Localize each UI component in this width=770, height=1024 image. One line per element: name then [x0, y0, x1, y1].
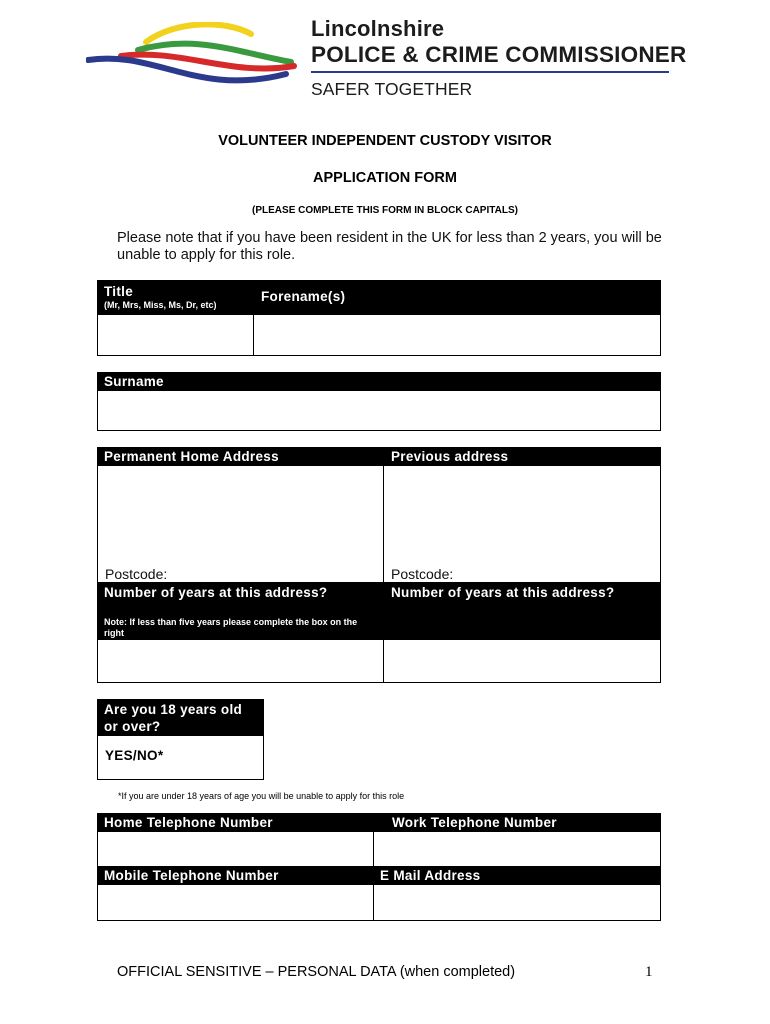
previous-postcode-label: Postcode:	[391, 566, 454, 582]
forename-label: Forename(s)	[261, 289, 346, 304]
pcc-logo-swoosh-icon	[86, 22, 298, 94]
title-header	[97, 280, 254, 315]
header-divider	[311, 71, 669, 73]
home-address-label: Permanent Home Address	[104, 449, 279, 464]
email-label: E Mail Address	[380, 868, 481, 883]
age-question-header	[97, 699, 264, 736]
form-subtitle: APPLICATION FORM	[313, 170, 457, 186]
org-name-line2: POLICE & CRIME COMMISSIONER	[311, 42, 687, 67]
age-answer-box[interactable]	[97, 735, 264, 780]
work-phone-input[interactable]	[373, 831, 661, 867]
home-address-header	[97, 447, 383, 466]
home-postcode-label: Postcode:	[105, 566, 168, 582]
age-question-label: Are you 18 years old or over?	[104, 702, 243, 734]
title-hint: (Mr, Mrs, Miss, Ms, Dr, etc)	[104, 300, 217, 310]
previous-years-header	[383, 582, 661, 640]
age-footnote: *If you are under 18 years of age you will be unable to apply for this role	[118, 791, 405, 801]
home-years-input[interactable]	[97, 639, 384, 683]
work-phone-header	[373, 813, 661, 832]
previous-address-label: Previous address	[391, 449, 509, 464]
surname-input[interactable]	[97, 390, 661, 431]
home-phone-input[interactable]	[97, 831, 374, 867]
surname-label: Surname	[104, 374, 164, 389]
org-name-line1: Lincolnshire	[311, 16, 445, 41]
page-number: 1	[645, 964, 653, 980]
title-label: Title	[104, 284, 134, 299]
home-phone-header	[97, 813, 373, 832]
residency-note: Please note that if you have been resident in the UK for less than 2 years, you will be unable to apply for this role.	[117, 230, 662, 263]
email-header	[373, 866, 661, 885]
previous-years-input[interactable]	[383, 639, 661, 683]
form-title: VOLUNTEER INDEPENDENT CUSTODY VISITOR	[218, 133, 552, 149]
home-years-note: Note: If less than five years please complete the box on the right	[104, 617, 358, 638]
surname-header	[97, 372, 661, 391]
home-phone-label: Home Telephone Number	[104, 815, 273, 830]
previous-years-label: Number of years at this address?	[391, 585, 615, 600]
forename-input[interactable]	[253, 314, 661, 356]
form-instruction: (PLEASE COMPLETE THIS FORM IN BLOCK CAPITALS)	[252, 205, 518, 216]
home-years-header	[97, 582, 383, 640]
mobile-phone-input[interactable]	[97, 884, 374, 921]
footer-classification: OFFICIAL SENSITIVE – PERSONAL DATA (when completed)	[117, 964, 516, 980]
org-tagline: SAFER TOGETHER	[311, 79, 473, 99]
work-phone-label: Work Telephone Number	[392, 815, 557, 830]
previous-address-header	[383, 447, 661, 466]
mobile-phone-header	[97, 866, 373, 885]
mobile-phone-label: Mobile Telephone Number	[104, 868, 279, 883]
email-input[interactable]	[373, 884, 661, 921]
title-input[interactable]	[97, 314, 255, 356]
forename-header	[254, 280, 661, 315]
home-years-label: Number of years at this address?	[104, 585, 328, 600]
age-answer: YES/NO*	[105, 748, 164, 763]
